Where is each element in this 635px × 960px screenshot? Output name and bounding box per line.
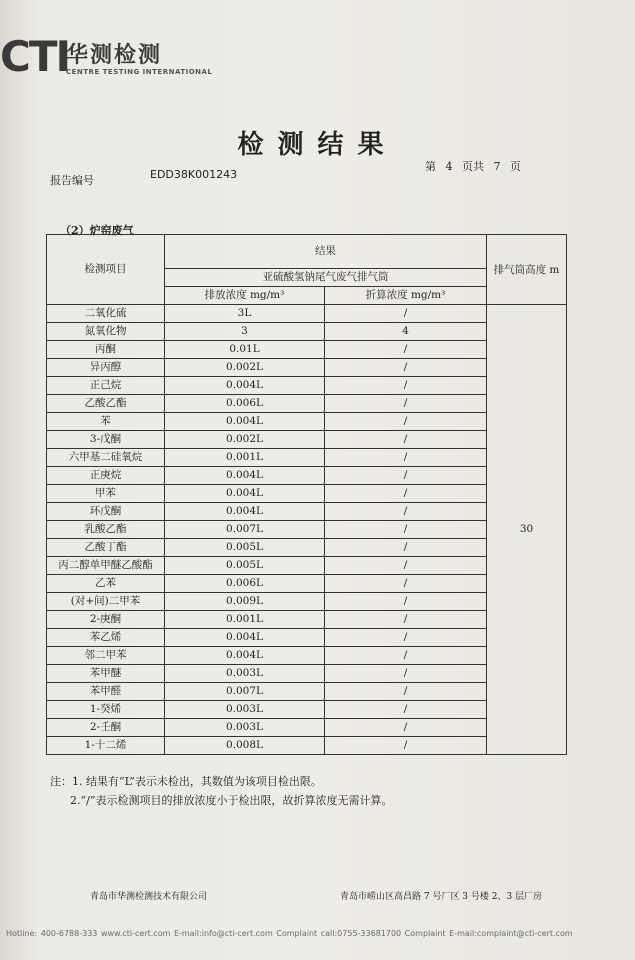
cell-emission: 3L <box>165 305 325 323</box>
page-indicator: 第 4 页共 7 页 <box>425 160 521 173</box>
cell-emission: 0.007L <box>165 683 325 701</box>
cell-converted: / <box>325 503 487 521</box>
cell-emission: 0.004L <box>165 485 325 503</box>
cell-item: 六甲基二硅氧烷 <box>47 449 165 467</box>
note-2: 2.“/”表示检测项目的排放浓度小于检出限，故折算浓度无需计算。 <box>70 794 393 807</box>
cell-converted: / <box>325 359 487 377</box>
cell-converted: / <box>325 683 487 701</box>
cell-converted: / <box>325 629 487 647</box>
cell-item: 2-壬酮 <box>47 719 165 737</box>
cell-item: 环戊酮 <box>47 503 165 521</box>
cell-converted: / <box>325 593 487 611</box>
cell-emission: 0.005L <box>165 557 325 575</box>
cell-converted: / <box>325 647 487 665</box>
cell-item: 乙酸乙酯 <box>47 395 165 413</box>
notes <box>50 772 392 810</box>
cell-converted: / <box>325 539 487 557</box>
cell-emission: 0.003L <box>165 719 325 737</box>
note-1: 注：1. 结果有“L”表示未检出，其数值为该项目检出限。 <box>50 775 322 788</box>
cell-emission: 0.001L <box>165 449 325 467</box>
cell-emission: 0.004L <box>165 629 325 647</box>
cell-converted: / <box>325 377 487 395</box>
cell-item: 3-戊酮 <box>47 431 165 449</box>
cell-emission: 0.004L <box>165 377 325 395</box>
header-emission: 排放浓度 mg/m³ <box>165 287 325 305</box>
report-number: EDD38K001243 <box>150 168 238 181</box>
cell-converted: 4 <box>325 323 487 341</box>
page-title: 检测结果 <box>237 130 398 160</box>
cell-converted: / <box>325 341 487 359</box>
section-heading: （2）炉窑废气 <box>60 224 134 237</box>
cell-item: 正己烷 <box>47 377 165 395</box>
cell-converted: / <box>325 395 487 413</box>
cell-emission: 0.006L <box>165 395 325 413</box>
cell-item: 乳酸乙酯 <box>47 521 165 539</box>
cell-item: 正庚烷 <box>47 467 165 485</box>
cell-emission: 0.01L <box>165 341 325 359</box>
cell-converted: / <box>325 431 487 449</box>
cell-emission: 0.003L <box>165 665 325 683</box>
cell-emission: 0.005L <box>165 539 325 557</box>
cell-converted: / <box>325 665 487 683</box>
cell-emission: 0.009L <box>165 593 325 611</box>
cell-stack-height: 30 <box>487 305 567 755</box>
company-logo <box>0 32 213 84</box>
header-converted: 折算浓度 mg/m³ <box>325 287 487 305</box>
cell-emission: 0.008L <box>165 737 325 755</box>
results-table <box>46 234 567 755</box>
cell-item: 甲苯 <box>47 485 165 503</box>
cell-converted: / <box>325 737 487 755</box>
cell-item: 1-癸烯 <box>47 701 165 719</box>
cell-item: 苯乙烯 <box>47 629 165 647</box>
footer-address: 青岛市崂山区高昌路 7 号厂区 3 号楼 2、3 层厂房 <box>340 892 543 902</box>
table-row <box>47 305 567 323</box>
cell-item: 邻二甲苯 <box>47 647 165 665</box>
cell-item: 苯甲醚 <box>47 665 165 683</box>
cell-converted: / <box>325 485 487 503</box>
header-source: 亚硫酸氢钠尾气废气排气筒 <box>165 269 487 287</box>
logo-mark: CTI <box>0 32 70 81</box>
logo-chinese-name: 华测检测 <box>66 43 163 68</box>
logo-english-name: CENTRE TESTING INTERNATIONAL <box>66 68 213 76</box>
cell-item: 氮氧化物 <box>47 323 165 341</box>
header-stack-height <box>487 235 567 305</box>
cell-item: 乙苯 <box>47 575 165 593</box>
cell-item: 异丙醇 <box>47 359 165 377</box>
cell-emission: 3 <box>165 323 325 341</box>
cell-converted: / <box>325 413 487 431</box>
cell-converted: / <box>325 449 487 467</box>
cell-item: 二氧化硫 <box>47 305 165 323</box>
cell-converted: / <box>325 521 487 539</box>
cell-converted: / <box>325 611 487 629</box>
contact-line: Hotline: 400-6788-333 www.cti-cert.com E-mail:info@cti-cert.com Complaint call:0755-33681700 Complaint E-mail:complaint@cti-cert.com <box>6 929 573 938</box>
cell-emission: 0.002L <box>165 359 325 377</box>
cell-emission: 0.004L <box>165 647 325 665</box>
report-number-label: 报告编号 <box>50 174 94 187</box>
cell-item: 苯 <box>47 413 165 431</box>
cell-emission: 0.006L <box>165 575 325 593</box>
cell-converted: / <box>325 557 487 575</box>
cell-emission: 0.001L <box>165 611 325 629</box>
cell-converted: / <box>325 701 487 719</box>
header-stack-height-label: 排气筒高度 m <box>493 263 560 276</box>
cell-emission: 0.004L <box>165 467 325 485</box>
footer-company: 青岛市华测检测技术有限公司 <box>90 892 208 902</box>
cell-item: 乙酸丁酯 <box>47 539 165 557</box>
cell-converted: / <box>325 719 487 737</box>
cell-converted: / <box>325 575 487 593</box>
cell-converted: / <box>325 467 487 485</box>
cell-item: 1-十二烯 <box>47 737 165 755</box>
cell-emission: 0.003L <box>165 701 325 719</box>
cell-item: 2-庚酮 <box>47 611 165 629</box>
cell-item: (对+间)二甲苯 <box>47 593 165 611</box>
header-item: 检测项目 <box>47 235 165 305</box>
cell-emission: 0.004L <box>165 503 325 521</box>
cell-item: 丙二醇单甲醚乙酸酯 <box>47 557 165 575</box>
header-result: 结果 <box>165 235 487 269</box>
cell-item: 苯甲醛 <box>47 683 165 701</box>
cell-emission: 0.004L <box>165 413 325 431</box>
cell-emission: 0.002L <box>165 431 325 449</box>
cell-item: 丙酮 <box>47 341 165 359</box>
cell-emission: 0.007L <box>165 521 325 539</box>
cell-converted: / <box>325 305 487 323</box>
